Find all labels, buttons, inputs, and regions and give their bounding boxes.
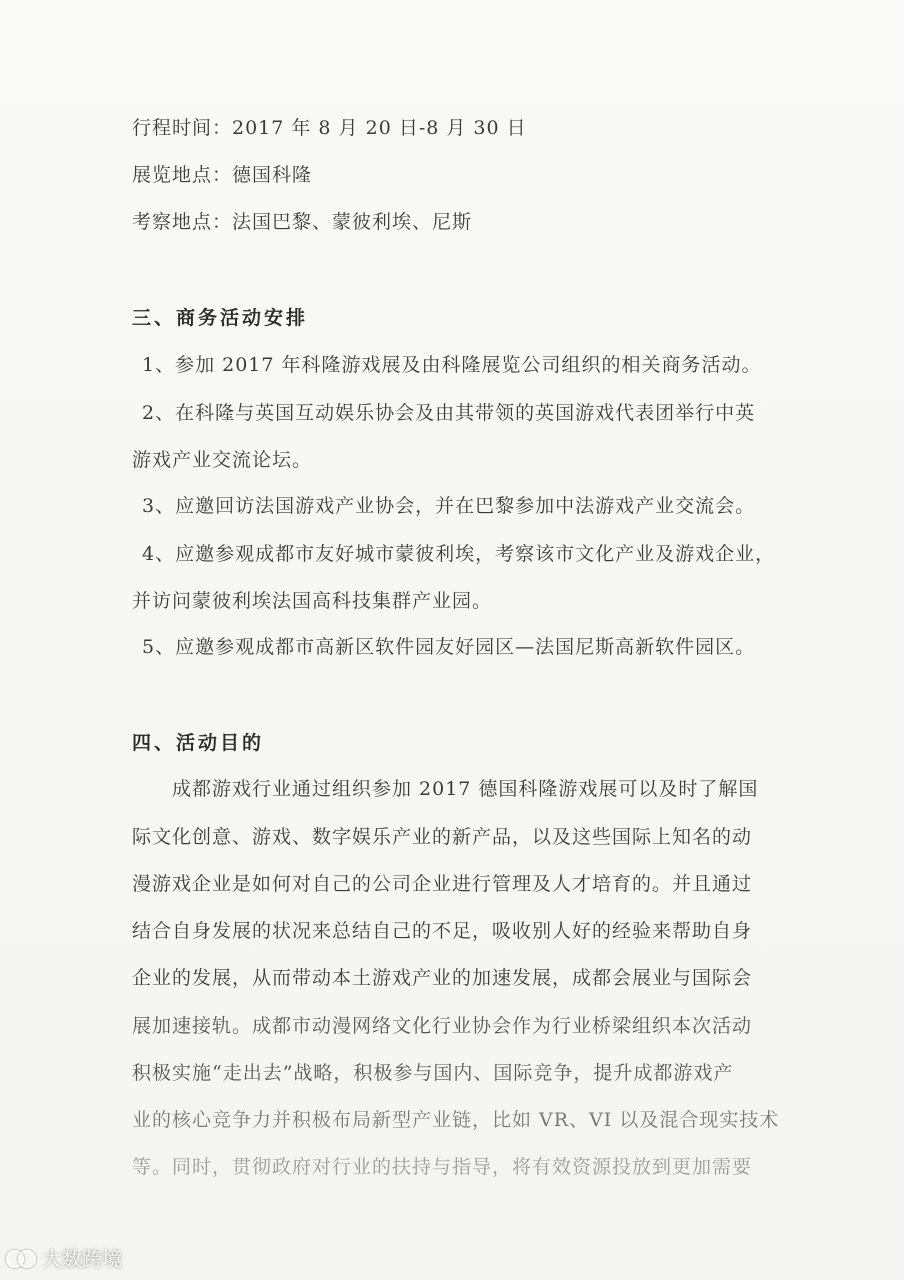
- section4-line-8: 业的核心竞争力并积极布局新型产业链，比如 VR、VI 以及混合现实技术: [132, 1109, 780, 1131]
- section4-line-6: 展加速接轨。成都市动漫网络文化行业协会作为行业桥梁组织本次活动: [132, 1015, 753, 1037]
- watermark-logo-icon: [6, 1247, 36, 1269]
- watermark-text: 大数跨境: [42, 1247, 122, 1271]
- itinerary-venue: 展览地点：德国科隆: [132, 164, 313, 186]
- section3-item-2-cont: 游戏产业交流论坛。: [132, 449, 313, 471]
- itinerary-time: 行程时间：2017 年 8 月 20 日-8 月 30 日: [132, 117, 527, 139]
- section3-heading: 三、商务活动安排: [132, 307, 309, 329]
- section3-item-2: 2、在科隆与英国互动娱乐协会及由其带领的英国游戏代表团举行中英: [142, 402, 756, 424]
- section4-line-9: 等。同时，贯彻政府对行业的扶持与指导，将有效资源投放到更加需要: [132, 1156, 753, 1178]
- itinerary-sites: 考察地点：法国巴黎、蒙彼利埃、尼斯: [132, 211, 473, 233]
- watermark: [6, 1243, 122, 1272]
- section3-item-5: 5、应邀参观成都市高新区软件园友好园区—法国尼斯高新软件园区。: [142, 636, 756, 658]
- section3-item-1: 1、参加 2017 年科隆游戏展及由科隆展览公司组织的相关商务活动。: [142, 354, 762, 376]
- section4-line-2: 际文化创意、游戏、数字娱乐产业的新产品，以及这些国际上知名的动: [132, 826, 753, 848]
- section4-line-5: 企业的发展，从而带动本土游戏产业的加速发展，成都会展业与国际会: [132, 967, 753, 989]
- section4-heading: 四、活动目的: [132, 732, 265, 754]
- section4-line-4: 结合自身发展的状况来总结自己的不足，吸收别人好的经验来帮助自身: [132, 920, 753, 942]
- section3-item-4-cont: 并访问蒙彼利埃法国高科技集群产业园。: [132, 590, 493, 612]
- section4-line-1: 成都游戏行业通过组织参加 2017 德国科隆游戏展可以及时了解国: [172, 778, 759, 800]
- section3-item-4: 4、应邀参观成都市友好城市蒙彼利埃，考察该市文化产业及游戏企业，: [142, 543, 776, 565]
- section4-line-7: 积极实施“走出去”战略，积极参与国内、国际竞争，提升成都游戏产: [132, 1062, 734, 1084]
- section4-line-3: 漫游戏企业是如何对自己的公司企业进行管理及人才培育的。并且通过: [132, 873, 753, 895]
- section3-item-3: 3、应邀回访法国游戏产业协会，并在巴黎参加中法游戏产业交流会。: [142, 495, 756, 517]
